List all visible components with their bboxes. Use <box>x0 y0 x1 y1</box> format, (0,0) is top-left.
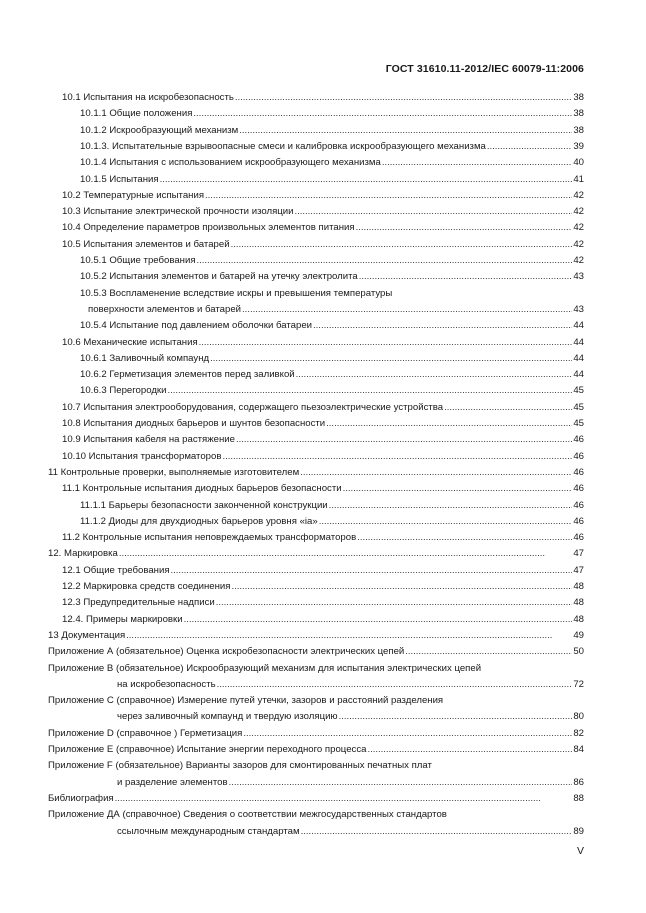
toc-entry <box>62 597 584 609</box>
toc-entry-title: 10.10 Испытания трансформаторов <box>62 450 222 462</box>
toc-entry-page: 44 <box>573 352 584 364</box>
toc-entry-page: 82 <box>573 727 584 739</box>
toc-entry <box>48 728 584 740</box>
toc-entry-page: 49 <box>573 629 584 641</box>
toc-entry <box>48 695 584 707</box>
toc-leader <box>239 125 572 137</box>
toc-entry-title: 10.5.3 Воспламенение вследствие искры и превышения температуры <box>80 287 393 299</box>
toc-entry-title: Приложение D (справочное ) Герметизация <box>48 727 243 739</box>
toc-entry-page: 48 <box>573 613 584 625</box>
toc-entry <box>62 581 584 593</box>
toc-entry-page: 42 <box>573 189 584 201</box>
toc-leader <box>217 679 573 691</box>
toc-entry-title: 12.2 Маркировка средств соединения <box>62 581 231 592</box>
toc-entry <box>80 271 584 283</box>
toc-entry-page: 42 <box>573 238 584 250</box>
toc-leader <box>487 141 572 153</box>
toc-entry <box>80 516 584 528</box>
toc-entry <box>117 711 584 723</box>
toc-entry <box>88 304 584 316</box>
toc-leader <box>301 826 573 838</box>
toc-entry-page: 38 <box>573 108 584 120</box>
toc-leader <box>222 451 572 463</box>
toc-entry-page: 40 <box>573 157 584 169</box>
toc-entry <box>48 467 584 479</box>
toc-entry-title: Приложение С (справочное) Измерение путей утечки, зазоров и расстояний разделения <box>48 695 444 707</box>
toc-entry <box>62 565 584 577</box>
toc-entry-title: 12.3 Предупредительные надписи <box>62 597 215 609</box>
toc-entry-title: 11.1.1 Барьеры безопасности законченной конструкции <box>80 499 328 511</box>
toc-entry <box>62 337 584 349</box>
toc-entry-page: 44 <box>573 336 584 348</box>
toc-leader <box>216 597 573 609</box>
toc-entry-title: Приложение F (обязательное) Варианты зазоров для смонтированных печатных плат <box>48 760 432 772</box>
toc-leader <box>205 190 572 202</box>
toc-entry-page: 46 <box>573 499 584 511</box>
toc-entry <box>48 809 584 821</box>
toc-entry-page: 46 <box>573 466 584 478</box>
toc-entry <box>48 663 584 675</box>
toc-entry-page: 80 <box>573 711 584 723</box>
toc-entry-title: 10.7 Испытания электрооборудования, содержащего пьезоэлектрические устройства <box>62 401 444 413</box>
toc-entry <box>48 630 584 642</box>
toc-leader <box>356 222 573 234</box>
toc-leader <box>171 565 573 577</box>
toc-entry-title: ссылочным международным стандартам <box>117 825 300 837</box>
toc-entry <box>80 500 584 512</box>
toc-entry <box>62 614 584 626</box>
toc-entry-page: 46 <box>573 434 584 446</box>
toc-entry-page: 44 <box>573 369 584 381</box>
toc-entry-title: 10.6 Механические испытания <box>62 336 198 348</box>
toc-leader <box>231 581 572 593</box>
toc-entry-title: поверхности элементов и батарей <box>88 303 242 315</box>
toc-entry-title: 10.2 Температурные испытания <box>62 189 205 201</box>
toc-entry-title: 13 Документация <box>48 629 126 641</box>
toc-entry-title: 10.1 Испытания на искробезопасность <box>62 92 234 103</box>
toc-entry <box>62 206 584 218</box>
toc-entry-page: 38 <box>573 124 584 136</box>
toc-entry-title: Приложение ДА (справочное) Сведения о соответствии межгосударственных стандартов <box>48 809 447 821</box>
toc-leader <box>243 728 572 740</box>
toc-leader <box>126 630 572 642</box>
toc-entry <box>62 483 584 495</box>
toc-leader <box>405 646 572 658</box>
toc-entry-title: 11.2 Контрольные испытания неповреждаемых трансформаторов <box>62 532 357 544</box>
toc-entry <box>48 760 584 772</box>
toc-entry-title: 12.4. Примеры маркировки <box>62 613 183 625</box>
toc-entry-page: 43 <box>573 271 584 283</box>
toc-entry <box>48 646 584 658</box>
toc-entry <box>62 418 584 430</box>
toc-leader <box>184 614 573 626</box>
toc-leader <box>210 353 572 365</box>
toc-entry-page: 42 <box>573 222 584 234</box>
toc-entry-page: 89 <box>573 825 584 837</box>
toc-entry <box>80 141 584 153</box>
toc-entry-title: 10.1.3. Испытательные взрывоопасные смеси и калибровка искрообразующего механизма <box>80 140 486 152</box>
toc-entry-page: 39 <box>573 140 584 152</box>
toc-entry-title: 10.9 Испытания кабеля на растяжение <box>62 434 235 446</box>
toc-entry-title: 12.1 Общие требования <box>62 564 170 576</box>
toc-entry-page: 46 <box>573 450 584 462</box>
toc-leader <box>197 255 573 267</box>
toc-leader <box>329 500 573 512</box>
toc-entry-title: Приложение В (обязательное) Искрообразующий механизм для испытания электрических цепей <box>48 662 482 674</box>
toc-entry-title: и разделение элементов <box>117 776 228 788</box>
toc-entry <box>80 108 584 120</box>
toc-entry-page: 72 <box>573 678 584 690</box>
toc-leader <box>235 92 572 104</box>
toc-entry-title: 10.1.4 Испытания с использованием искрообразующего механизма <box>80 157 381 169</box>
toc-entry <box>80 157 584 169</box>
toc-leader <box>326 418 572 430</box>
toc-entry-page: 47 <box>573 548 584 560</box>
toc-entry-page: 88 <box>573 792 584 804</box>
toc-entry-title: 10.8 Испытания диодных барьеров и шунтов безопасности <box>62 418 326 429</box>
document-header: ГОСТ 31610.11-2012/IEC 60079-11:2006 <box>385 63 584 75</box>
toc-entry-title: 10.6.3 Перегородки <box>80 385 167 397</box>
toc-entry-page: 48 <box>573 597 584 609</box>
toc-entry <box>80 125 584 137</box>
toc-entry-title: 10.6.1 Заливочный компаунд <box>80 352 210 364</box>
toc-entry-title: 11.1.2 Диоды для двухдиодных барьеров уровня «ia» <box>80 515 318 527</box>
toc-entry <box>62 451 584 463</box>
toc-entry <box>48 793 584 805</box>
toc-leader <box>242 304 572 316</box>
toc-entry <box>48 744 584 756</box>
toc-entry-page: 45 <box>573 401 584 413</box>
toc-entry-title: Библиография <box>48 792 114 804</box>
toc-entry-title: 10.6.2 Герметизация элементов перед заливкой <box>80 369 295 381</box>
toc-entry-title: 10.1.2 Искрообразующий механизм <box>80 124 239 136</box>
toc-entry <box>80 369 584 381</box>
toc-entry <box>80 320 584 332</box>
toc-entry-title: на искробезопасность <box>117 678 216 690</box>
toc-leader <box>319 516 573 528</box>
toc-leader <box>231 239 573 251</box>
toc-entry <box>80 353 584 365</box>
toc-entry-title: 10.5.2 Испытания элементов и батарей на утечку электролита <box>80 271 358 283</box>
toc-entry-title: 12. Маркировка <box>48 548 118 560</box>
toc-entry-page: 48 <box>573 581 584 592</box>
toc-leader <box>295 206 573 218</box>
toc-leader <box>193 108 572 120</box>
toc-entry-page: 84 <box>573 744 584 755</box>
toc-entry <box>62 222 584 234</box>
toc-leader <box>236 434 572 446</box>
toc-entry-title: 10.4 Определение параметров произвольных элементов питания <box>62 222 355 234</box>
toc-leader <box>313 320 572 332</box>
toc-entry-page: 86 <box>573 776 584 788</box>
toc-entry <box>62 434 584 446</box>
toc-leader <box>296 369 573 381</box>
toc-entry-page: 44 <box>573 320 584 332</box>
toc-entry-title: 10.5.1 Общие требования <box>80 255 196 266</box>
toc-entry <box>62 92 584 104</box>
toc-entry <box>80 255 584 267</box>
toc-entry <box>117 679 584 691</box>
toc-entry <box>62 532 584 544</box>
toc-leader <box>160 174 573 186</box>
toc-entry-title: 10.1.1 Общие положения <box>80 108 193 120</box>
toc-leader <box>119 548 572 560</box>
toc-entry-title: через заливочный компаунд и твердую изоляцию <box>117 711 338 723</box>
toc-entry-page: 38 <box>573 92 584 103</box>
toc-entry-title: Приложение А (обязательное) Оценка искробезопасности электрических цепей <box>48 646 405 658</box>
toc-entry-title: 10.3 Испытание электрической прочности изоляции <box>62 206 294 218</box>
toc-entry <box>62 190 584 202</box>
toc-entry <box>80 288 584 300</box>
toc-entry-title: 10.5.4 Испытание под давлением оболочки батареи <box>80 320 313 332</box>
toc-leader <box>115 793 573 805</box>
toc-leader <box>343 483 573 495</box>
toc-leader <box>357 532 572 544</box>
toc-entry-page: 42 <box>573 206 584 218</box>
toc-entry <box>117 826 584 838</box>
toc-entry <box>48 548 584 560</box>
toc-entry-page: 46 <box>573 515 584 527</box>
toc-entry-title: 10.1.5 Испытания <box>80 173 159 185</box>
toc-leader <box>367 744 572 756</box>
toc-entry-page: 45 <box>573 418 584 429</box>
toc-entry-page: 47 <box>573 564 584 576</box>
toc-leader <box>382 157 572 169</box>
toc-leader <box>444 402 572 414</box>
toc-entry <box>80 385 584 397</box>
toc-entry-title: 10.5 Испытания элементов и батарей <box>62 238 230 250</box>
toc-entry-page: 45 <box>573 385 584 397</box>
toc-entry <box>80 174 584 186</box>
toc-leader <box>199 337 573 349</box>
toc-entry-page: 46 <box>573 532 584 544</box>
toc-entry <box>117 777 584 789</box>
toc-leader <box>300 467 572 479</box>
toc-entry-title: 11.1 Контрольные испытания диодных барьеров безопасности <box>62 483 342 495</box>
toc-entry-page: 42 <box>573 255 584 266</box>
toc-leader <box>339 711 573 723</box>
page-number: V <box>576 845 584 857</box>
toc-entry <box>62 239 584 251</box>
toc-leader <box>229 777 573 789</box>
toc-entry-page: 46 <box>573 483 584 495</box>
toc-entry-page: 50 <box>573 646 584 658</box>
toc-entry-page: 43 <box>573 303 584 315</box>
toc-leader <box>359 271 573 283</box>
toc-entry <box>62 402 584 414</box>
toc-leader <box>167 385 572 397</box>
toc-entry-page: 41 <box>573 173 584 185</box>
toc-entry-title: 11 Контрольные проверки, выполняемые изготовителем <box>48 466 300 478</box>
toc-entry-title: Приложение Е (справочное) Испытание энергии переходного процесса <box>48 744 367 755</box>
